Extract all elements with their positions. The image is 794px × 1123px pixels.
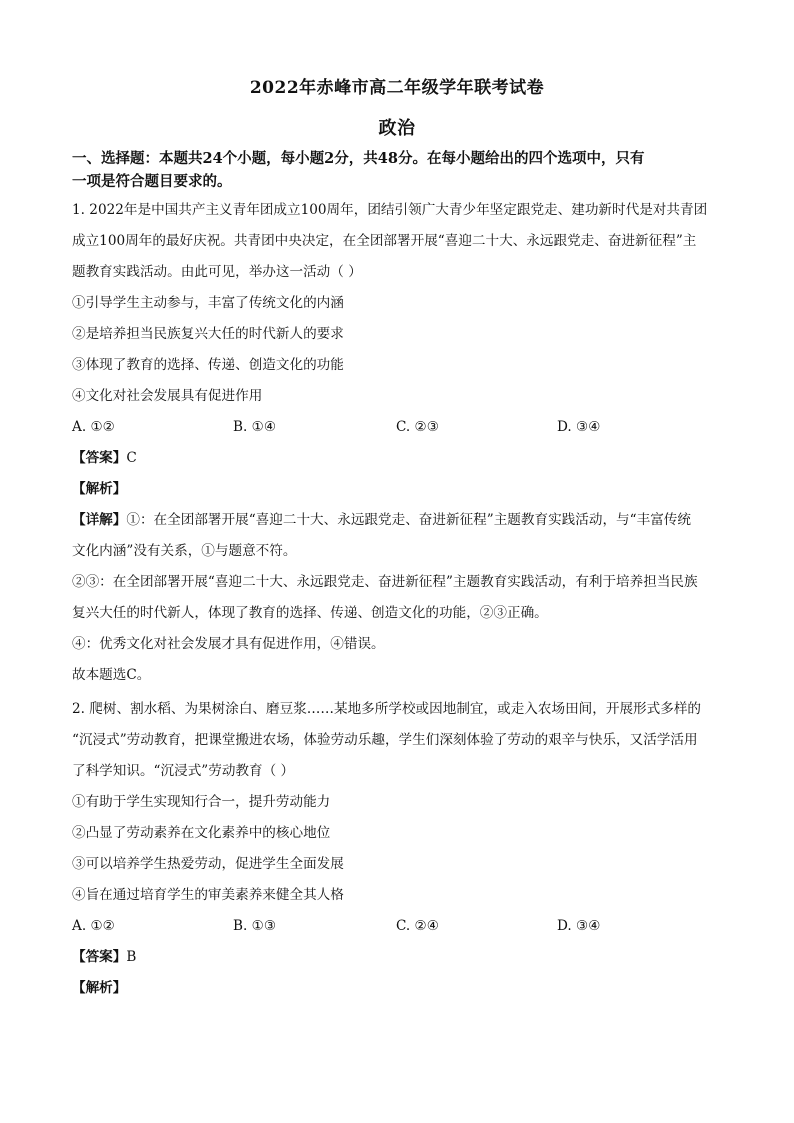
q2-answer-line — [72, 947, 136, 967]
q1-option-a: A. ①② — [72, 419, 115, 435]
q2-item-2: ②凸显了劳动素养在文化素养中的核心地位 — [72, 825, 331, 841]
q1-detail-label: 【详解】 — [72, 512, 127, 528]
q1-detail-line-1 — [72, 510, 691, 530]
q1-detail-line-4: 复兴大任的时代新人，体现了教育的选择、传递、创造文化的功能，②③正确。 — [72, 605, 548, 621]
q1-answer-line — [72, 448, 137, 468]
q2-item-4: ④旨在通过培育学生的审美素养来健全其人格 — [72, 887, 344, 903]
q1-option-d: D. ③④ — [557, 419, 601, 435]
exam-title: 2022年赤峰市高二年级学年联考试卷 — [249, 78, 545, 98]
q2-answer-value: B — [126, 949, 137, 965]
q2-option-b: B. ①③ — [233, 918, 277, 934]
q2-option-a: A. ①② — [72, 918, 115, 934]
q1-item-3: ③体现了教育的选择、传递、创造文化的功能 — [72, 357, 344, 373]
q1-analysis-label: 【解析】 — [72, 481, 127, 497]
section-instruction-line-2: 一项是符合题目要求的。 — [72, 173, 232, 190]
q2-option-d: D. ③④ — [557, 918, 601, 934]
subject-title: 政治 — [378, 118, 416, 139]
q1-answer-value: C — [126, 450, 137, 466]
q2-item-3: ③可以培养学生热爱劳动，促进学生全面发展 — [72, 856, 344, 872]
q1-stem-line-1: 1. 2022年是中国共产主义青年团成立100周年，团结引领广大青少年坚定跟党走、建功新时代是对共青团 — [72, 202, 708, 218]
q2-stem-line-3: 了科学知识。“沉浸式”劳动教育（ ） — [72, 763, 295, 779]
section-instruction-line-1: 一、选择题：本题共24个小题，每小题2分，共48分。在每小题给出的四个选项中，只有 — [72, 150, 645, 167]
q1-item-4: ④文化对社会发展具有促进作用 — [72, 388, 263, 404]
q2-item-1: ①有助于学生实现知行合一，提升劳动能力 — [72, 794, 331, 810]
q2-analysis-label: 【解析】 — [72, 980, 127, 996]
q1-detail-line-2: 文化内涵”没有关系，①与题意不符。 — [72, 543, 297, 559]
q1-detail-text-1: ①：在全团部署开展“喜迎二十大、永远跟党走、奋进新征程”主题教育实践活动，与“丰富传统 — [126, 512, 691, 528]
q1-stem-line-2: 成立100周年的最好庆祝。共青团中央决定，在全团部署开展“喜迎二十大、永远跟党走、奋进新征程”主 — [72, 233, 697, 249]
q1-stem-line-3: 题教育实践活动。由此可见，举办这一活动（ ） — [72, 264, 362, 280]
q1-detail-line-6: 故本题选C。 — [72, 667, 151, 683]
q2-stem-line-1: 2. 爬树、割水稻、为果树涂白、磨豆浆……某地多所学校或因地制宜，或走入农场田间，开展形式多样的 — [72, 701, 702, 717]
q2-answer-label: 【答案】 — [72, 949, 127, 965]
q1-answer-label: 【答案】 — [72, 450, 127, 466]
q1-item-1: ①引导学生主动参与，丰富了传统文化的内涵 — [72, 295, 344, 311]
q2-stem-line-2: “沉浸式”劳动教育，把课堂搬进农场，体验劳动乐趣，学生们深刻体验了劳动的艰辛与快乐，又活学活用 — [72, 732, 698, 748]
q1-option-b: B. ①④ — [233, 419, 277, 435]
q1-item-2: ②是培养担当民族复兴大任的时代新人的要求 — [72, 326, 344, 342]
q1-detail-line-5: ④：优秀文化对社会发展才具有促进作用，④错误。 — [72, 636, 385, 652]
q2-option-c: C. ②④ — [396, 918, 439, 934]
q1-detail-line-3: ②③：在全团部署开展“喜迎二十大、永远跟党走、奋进新征程”主题教育实践活动，有利于培养担当民族 — [72, 574, 698, 590]
q1-option-c: C. ②③ — [396, 419, 439, 435]
